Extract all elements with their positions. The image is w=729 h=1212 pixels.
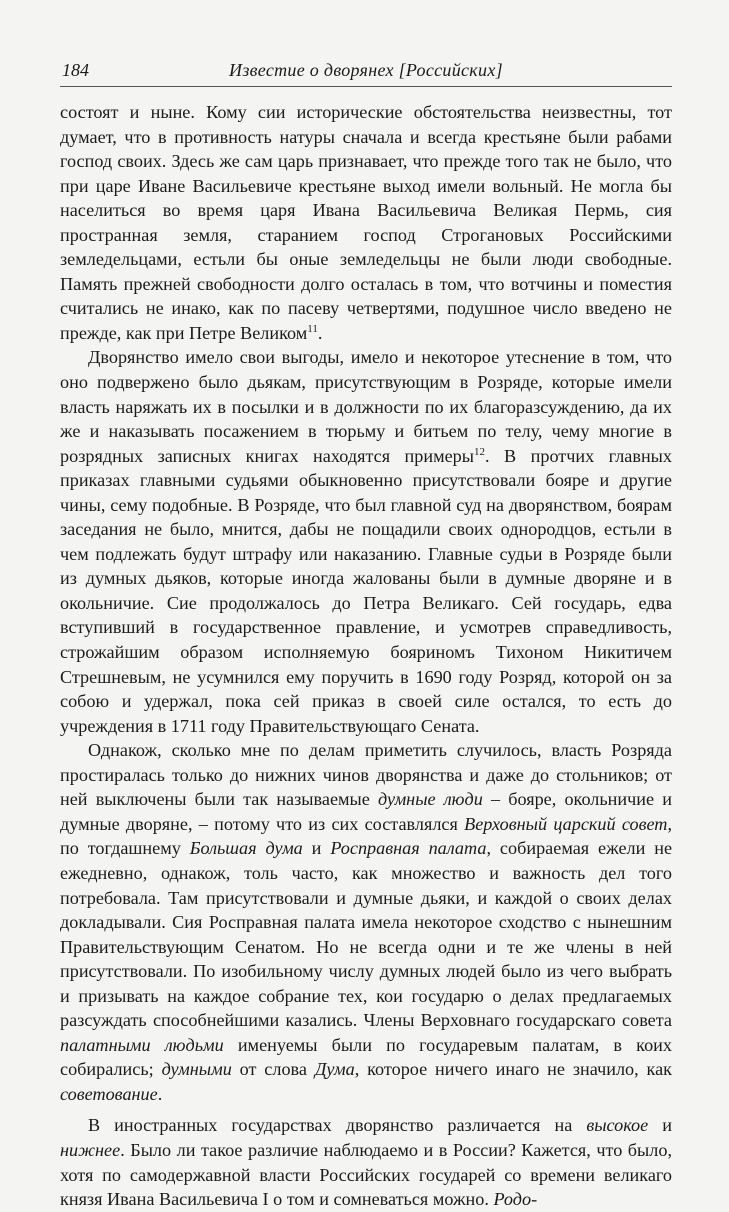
text-run: , собираемая ежели не ежедневно, однакож, толь часто, как множество и важность дел того потребовала. Там присутствовали и думные дьяки, и каждой о своих делах докладывали. Сия Росправная палата имела некоторое сходство с нынешним Правительствующим Сенатом. Но не всегда одни и те же члены в ней присутствовали. По изобильному числу думных людей было из чего выбрать и призывать на каждое собрание тех, кои государю о делах предлагаемых разсуждать способнейшими казались. Члены Верховнаго государскаго совета xyxy=(60,838,673,1031)
text-run: . xyxy=(157,1083,163,1104)
paragraph xyxy=(60,1113,672,1211)
italic-term: Верховный царский совет xyxy=(464,813,668,834)
italic-term: Росправная палата xyxy=(330,838,487,859)
text-run: – бояре, окольничие и думные дворяне, – потому что из сих составлялся xyxy=(60,789,672,834)
text-run: . В протчих главных приказах главными судьями обыкновенно присутствовали бояре и другие чины, сему подобные. В Розряде, что был главной суд на дворянством, боярам заседания не было, мнится, дабы не пощадили своих однородцов, естьли в чем подлежать будут штрафу или наказанию. Главные судьи в Розряде были из думных дьяков, которые иногда жалованы были в думные дворяне и в окольничие. Сие продолжалось до Петра Великаго. Сей государь, едва вступивший в государственное правление, и усмотрев справедливость, строжайшим образом исполняемую бояриномъ Тихоном Никитичем Стрешневым, не усумнился ему поручить в 1690 году Розряд, которой он за собою и удержал, пока сей приказ в своей силе остался, то есть до учреждения в 1711 году Правительствующаго Сената. xyxy=(60,445,672,736)
text-run: В иностранных государствах дворянство различается на xyxy=(88,1115,587,1136)
page-number: 184 xyxy=(62,60,89,80)
italic-term: высокое xyxy=(586,1115,649,1136)
text-run: и xyxy=(302,838,331,859)
italic-term: палатными людьми xyxy=(60,1034,224,1055)
page-header xyxy=(60,60,672,87)
body-text xyxy=(60,100,672,1212)
running-title: Известие о дворянех [Российских] xyxy=(229,60,503,80)
italic-term: нижнее xyxy=(60,1139,121,1160)
paragraph xyxy=(60,100,672,345)
italic-term: Дума xyxy=(314,1059,355,1080)
text-run: , которое ничего инаго не значило, как xyxy=(354,1059,672,1080)
italic-term: думными xyxy=(161,1059,232,1080)
text-run: Дворянство имело свои выгоды, имело и некоторое утеснение в том, что оно подвержено было дьякам, присутствующим в Розряде, которые имели власть наряжать их в посылки и в должности по их благоразсуждению, да их же и наказывать посажением в тюрьму и битьем по телу, чему многие в розрядных записных книгах находятся примеры xyxy=(60,347,672,466)
text-run: . Было ли такое различие наблюдаемо и в России? Кажется, что было, хотя по самодержавной власти Российских государей со времени великаго князя Ивана Васильевича I о том и сомневаться можно. xyxy=(60,1139,672,1210)
text-run: , по тогдашнему xyxy=(60,813,672,859)
text-run: Однакож, сколько мне по делам приметить случилось, власть Розряда простиралась только до нижних чинов дворянства и даже до стольников; от ней выключены были так называемые xyxy=(60,740,672,810)
text-run: . xyxy=(317,322,323,343)
paragraph xyxy=(60,738,672,1106)
footnote-ref: 11 xyxy=(307,322,318,335)
text-run: именуемы были по государевым палатам, в коих собирались; xyxy=(60,1034,672,1080)
paragraph xyxy=(60,345,672,738)
text-run: и xyxy=(648,1115,672,1136)
italic-term: Родо- xyxy=(493,1189,538,1210)
italic-term: советование xyxy=(60,1083,158,1104)
text-run: состоят и ныне. Кому сии исторические обстоятельства неизвестны, тот думает, что в противность натуры сначала и всегда крестьяне были рабами господ своих. Здесь же сам царь признавает, что прежде того так не было, что при царе Иване Васильевиче крестьяне выход имели вольный. Не могла бы населиться во время царя Ивана Васильевича Великая Пермь, сия пространная земля, старанием господ Строгановых Российскими земледельцами, естьли бы оные земледельцы не были люди свободные. Память прежней свободности долго осталась в том, что вотчины и поместия считались не инако, как по пасеву четвертями, подушное число введено не прежде, как при Петре Великом xyxy=(60,102,672,343)
italic-term: думные люди xyxy=(377,789,483,810)
footnote-ref: 12 xyxy=(474,445,485,458)
text-run: от слова xyxy=(231,1059,315,1080)
italic-term: Большая дума xyxy=(189,838,303,859)
